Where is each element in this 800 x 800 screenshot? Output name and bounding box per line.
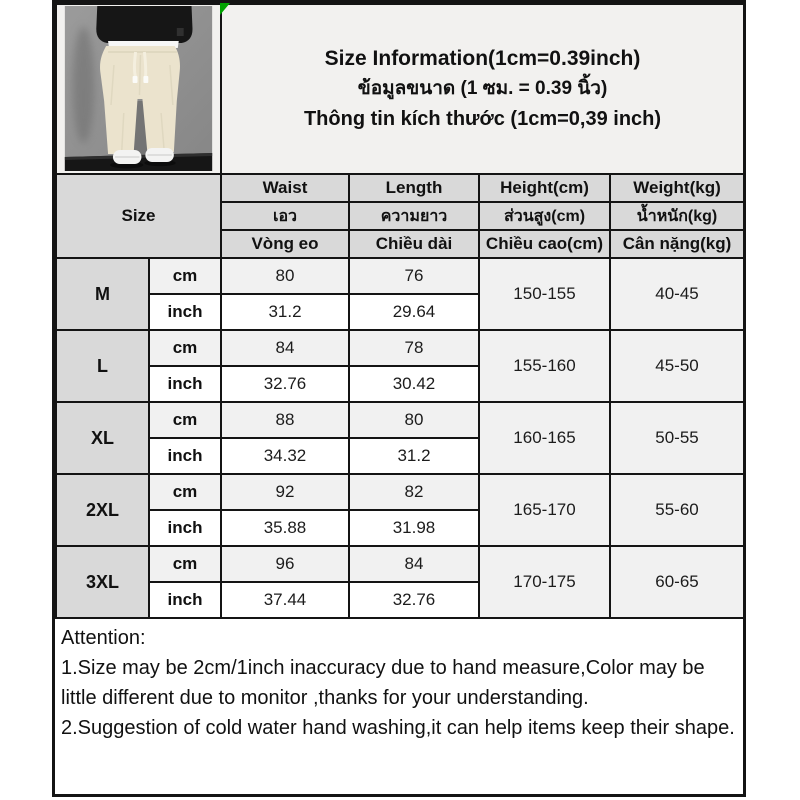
attention-item-1: 1.Size may be 2cm/1inch inaccuracy due to hand measure,Color may be little different due to monitor ,thanks for your understanding. [61, 657, 705, 709]
product-photo [57, 5, 220, 173]
title-line-vi: Thông tin kích thước (1cm=0,39 inch) [303, 108, 662, 130]
drawstring-left [134, 52, 135, 78]
weight-range-cell: 40-45 [610, 258, 744, 330]
size-label-3xl: 3XL [56, 546, 149, 618]
weight-range-cell: 60-65 [610, 546, 744, 618]
length-inch-value: 31.2 [349, 438, 479, 474]
unit-cm-cell: cm [149, 474, 221, 510]
col-header-height-vi: Chiều cao(cm) [479, 230, 610, 258]
unit-cm-cell: cm [149, 546, 221, 582]
drawstring-tip-right [143, 76, 148, 83]
length-cm-value: 78 [349, 330, 479, 366]
col-header-length-en: Length [349, 174, 479, 202]
height-range-cell: 150-155 [479, 258, 610, 330]
waist-cm-value: 96 [221, 546, 349, 582]
height-range-cell: 170-175 [479, 546, 610, 618]
unit-inch-cell: inch [149, 582, 221, 618]
col-header-height-th: ส่วนสูง(cm) [479, 202, 610, 230]
unit-inch-cell: inch [149, 438, 221, 474]
waist-inch-value: 35.88 [221, 510, 349, 546]
length-cm-value: 82 [349, 474, 479, 510]
unit-cm-cell: cm [149, 402, 221, 438]
length-cm-value: 84 [349, 546, 479, 582]
green-corner-marker [220, 3, 231, 15]
unit-cm-cell: cm [149, 330, 221, 366]
size-label-l: L [56, 330, 149, 402]
waist-cm-value: 84 [221, 330, 349, 366]
attention-note [55, 619, 743, 794]
length-inch-value: 29.64 [349, 294, 479, 330]
height-range-cell: 155-160 [479, 330, 610, 402]
waist-cm-value: 80 [221, 258, 349, 294]
col-header-length-th: ความยาว [349, 202, 479, 230]
unit-cm-cell: cm [149, 258, 221, 294]
drawstring-tip-left [133, 76, 138, 83]
content-box [52, 0, 746, 797]
length-cm-value: 76 [349, 258, 479, 294]
weight-range-cell: 55-60 [610, 474, 744, 546]
waist-inch-value: 31.2 [221, 294, 349, 330]
size-table [55, 3, 745, 619]
size-label-m: M [56, 258, 149, 330]
size-label-2xl: 2XL [56, 474, 149, 546]
wall-shadow [73, 27, 95, 143]
waist-cm-value: 88 [221, 402, 349, 438]
waist-cm-value: 92 [221, 474, 349, 510]
length-inch-value: 30.42 [349, 366, 479, 402]
weight-range-cell: 50-55 [610, 402, 744, 474]
col-header-weight-en: Weight(kg) [610, 174, 744, 202]
unit-inch-cell: inch [149, 366, 221, 402]
product-photo-cell [56, 4, 221, 174]
length-cm-value: 80 [349, 402, 479, 438]
col-header-length-vi: Chiều dài [349, 230, 479, 258]
col-header-waist-en: Waist [221, 174, 349, 202]
height-range-cell: 160-165 [479, 402, 610, 474]
size-column-header: Size [56, 174, 221, 258]
model-hoodie [96, 6, 192, 43]
waist-inch-value: 32.76 [221, 366, 349, 402]
attention-item-2: 2.Suggestion of cold water hand washing,it can help items keep their shape. [61, 717, 735, 739]
col-header-waist-vi: Vòng eo [221, 230, 349, 258]
title-line-th: ข้อมูลขนาด (1 ซม. = 0.39 นิ้ว) [357, 78, 608, 99]
drawstring-right [144, 52, 145, 78]
unit-inch-cell: inch [149, 294, 221, 330]
col-header-waist-th: เอว [221, 202, 349, 230]
col-header-weight-th: น้ำหนัก(kg) [610, 202, 744, 230]
height-range-cell: 165-170 [479, 474, 610, 546]
col-header-height-en: Height(cm) [479, 174, 610, 202]
title-cell [221, 4, 744, 174]
size-label-xl: XL [56, 402, 149, 474]
waist-inch-value: 37.44 [221, 582, 349, 618]
model-watch [177, 28, 184, 36]
length-inch-value: 32.76 [349, 582, 479, 618]
weight-range-cell: 45-50 [610, 330, 744, 402]
title-line-en: Size Information(1cm=0.39inch) [324, 47, 641, 70]
length-inch-value: 31.98 [349, 510, 479, 546]
unit-inch-cell: inch [149, 510, 221, 546]
col-header-weight-vi: Cân nặng(kg) [610, 230, 744, 258]
waist-inch-value: 34.32 [221, 438, 349, 474]
attention-heading: Attention: [61, 627, 146, 649]
